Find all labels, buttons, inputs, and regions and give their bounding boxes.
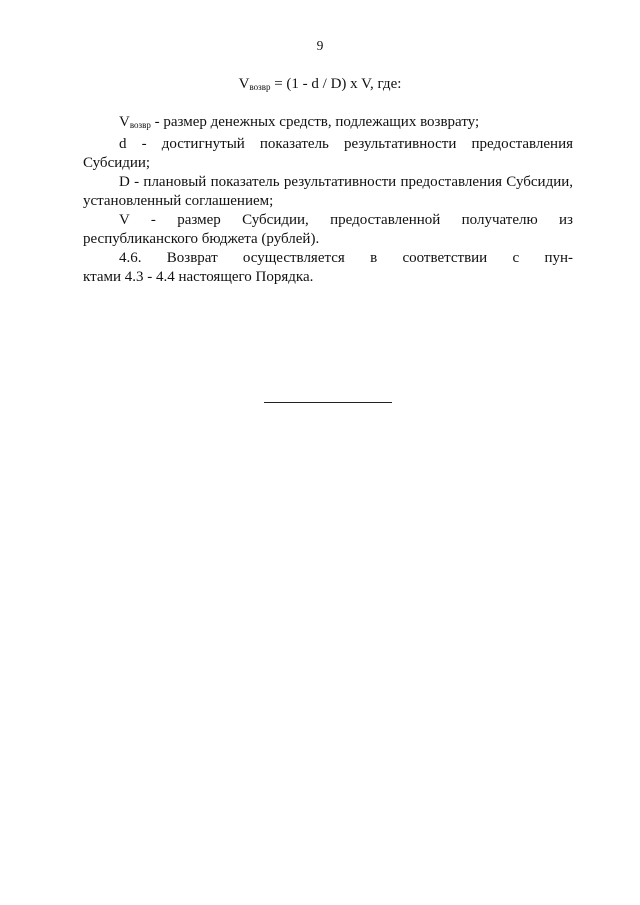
definition-v-subsidy <box>83 211 573 249</box>
definition-v-return <box>83 113 573 135</box>
end-separator-line <box>264 402 392 403</box>
clause-4-6-line-1: 4.6. Возврат осуществляется в соответствии с пун- <box>119 250 573 266</box>
definitions-block <box>83 113 573 287</box>
definition-text: - размер денежных средств, подлежащих возврату; <box>150 114 480 130</box>
definition-text: - размер Субсидии, предоставленной получателю из республиканского бюджета (рублей). <box>83 212 573 247</box>
definition-variable-subscript: возвр <box>129 120 151 130</box>
formula-variable-subscript: возвр <box>249 82 271 92</box>
formula-variable: V <box>238 76 250 92</box>
definition-text: - достигнутый показатель результативности предоставления Субсидии; <box>83 136 573 171</box>
clause-4-6-line-2: ктами 4.3 - 4.4 настоящего Порядка. <box>83 269 314 285</box>
return-formula <box>0 76 640 93</box>
definition-variable: V <box>119 212 130 228</box>
definition-d-planned <box>83 173 573 211</box>
definition-text: - плановый показатель результативности предоставления Субсидии, установленный соглашением; <box>83 174 573 209</box>
definition-variable: D <box>119 174 130 190</box>
definition-variable: V <box>119 114 130 130</box>
page-number: 9 <box>316 38 324 53</box>
definition-variable: d <box>119 136 127 152</box>
formula-expression: = (1 - d / D) x V, где: <box>270 76 402 92</box>
definition-d-achieved <box>83 135 573 173</box>
